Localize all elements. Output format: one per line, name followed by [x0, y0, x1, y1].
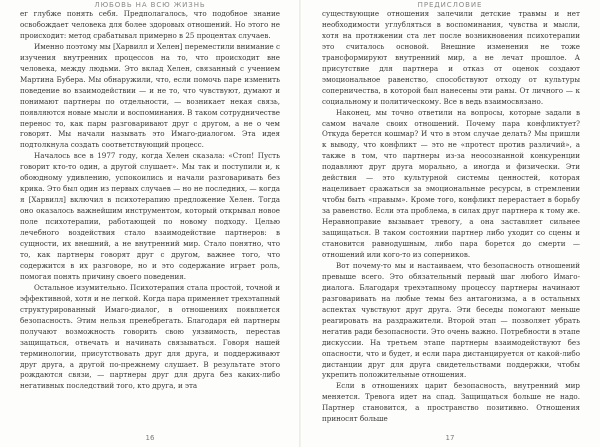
paragraph: Началось все в 1977 году, когда Хелен сказала: «Стоп! Пусть говорит кто-то один, а другой слушает». Мы так и поступили и, к обоюдному удивлению, успокоились и начали разговаривать без крика. Это был один из первых случаев — но не последних, — когда я [Харвилл] включил в психотерапию предложение Хелен. Тогда оно оказалось важнейшим инструментом, который открывал новое поле психотерапии, работающей по новому подходу. Целью лечебного воздействия стало взаимодействие партнеров: в сущности, их внешний, а не внутренний мир. Стало понятно, что то, как партнеры говорят друг с другом, важнее того, что содержится в их разговоре, но и это содержание играет роль, помогая понять причину своего поведения. [20, 151, 280, 281]
paragraph: Именно поэтому мы [Харвилл и Хелен] переместили внимание с изучения внутренних процессов на то, что происходит вне человека, между людьми. Это вклад Хелен, связанный с учением Мартина Бубера. Мы обнаружили, что, если помочь паре изменить поведение во взаимодействии — и не то, что чувствуют, думают и понимают партнеры по отдельности, — возникает некая связь, появляются новые мысли и воспоминания. В таком сотрудничестве перенос то, как пары разговаривают друг с другом, а не о чем говорят. Мы начали называть это Имаго-диалогом. Эта идея подтолкнула создать соответствующий процесс. [20, 41, 280, 150]
paragraph: существующие отношения залечили детские травмы и нет необходимости углубляться в воспоминания, чувства и мысли, хотя на протяжении ста лет после возникновения психотерапии это считалось основой. Внешние изменения не тоже трансформируют внутренний мир, а не лечат прошлое. А присутствие для партнера и отказ от оценок создают эмоциональное равенство, способствуют отходу от культуры соперничества, в которой был нанесены эти раны. От личного — к социальному и политическому. Все в ведь взаимосвязано. [322, 9, 580, 106]
running-head-right: ПРЕДИСЛОВИЕ [417, 1, 483, 9]
paragraph: Остальное изумительно. Психотерапия стала простой, точной и эффективной, хотя и не легкой. Когда пара применяет трехэтапный структурированный Имаго-диалог, в отношениях появляется безопасность. Этим нельзя пренебрегать. Благодаря ей партнеры получают возможность говорить свою уязвимость, перестав защищаться, отвечать и начинать связываться. Говоря нашей терминологии, присутствовать друг для друга, и поддерживают друг друга, а другой по-прежнему слушает. В результате этого рождаются связи, — партнеры друг для друга без каких-либо негативных последствий того, кто друга, и эта [20, 282, 280, 391]
right-page [300, 0, 600, 447]
paragraph: ег глубже понять себя. Предполагалось, что подобное знание освобождает человека для более здоровых отношений. Но этого не происходит: метод срабатывал примерно в 25 процентах случаев. [20, 9, 280, 40]
left-page-text [20, 9, 280, 392]
right-page-text [322, 9, 580, 425]
paragraph: Если в отношениях царит безопасность, внутренний мир меняется. Тревога идет на спад. Защищаться больше не надо. Партнер становится, а пространство позитивно. Отношения приносят больше [322, 381, 580, 424]
paragraph: Вот почему-то мы и настаиваем, что безопасность отношений превыше всего. Это обязательный первый шаг любого Имаго-диалога. Благодаря трехэтапному процессу партнеры начинают разговаривать на любые темы без антагонизма, а в остальных аспектах чувствуют друг друга. Эти беседы помогают меньше реагировать на раздражители. Второй этап — позволяет убрать негатив ради безопасности. Это очень важно. Потребности в этапе дискуссии. На третьем этапе партнеры взаимодействуют без опасности, что и будет, и если пара дистанцируется от какой-либо дистанции друг для друга свидетельствами поддержки, чтобы укрепить положительные отношения. [322, 260, 580, 380]
page-number-right: 17 [445, 434, 455, 442]
page-number-left: 16 [145, 434, 155, 442]
paragraph: Наконец, мы точно ответили на вопросы, которые задали в самом начале своих отношений. Почему пара конфликтует? Откуда берется кошмар? И что в этом случае делать? Мы пришли к выводу, что конфликт — это не «протест против различий», а также в том, что партнеры из-за неосознанной конкуренции подавляют друг друга морально, а иногда и физически. Эти действия — это культурной системы ценностей, которая нацеливает сражаться за эмоциональные ресурсы, в стремлении чтобы быть «правым». Кроме того, конфликт перерастает в борьбу за равенство. Если эта проблема, в силах друг партнера к тому же. Неравноправие вызывает тревогу, а она заставляет сильнее защищаться. В таком состоянии партнер либо уходит со сцены и становится равнодушным, либо пара борется до смерти — отношений или кого-то из соперников. [322, 107, 580, 259]
running-head-left: ЛЮБОВЬ НА ВСЮ ЖИЗНЬ [94, 1, 206, 9]
